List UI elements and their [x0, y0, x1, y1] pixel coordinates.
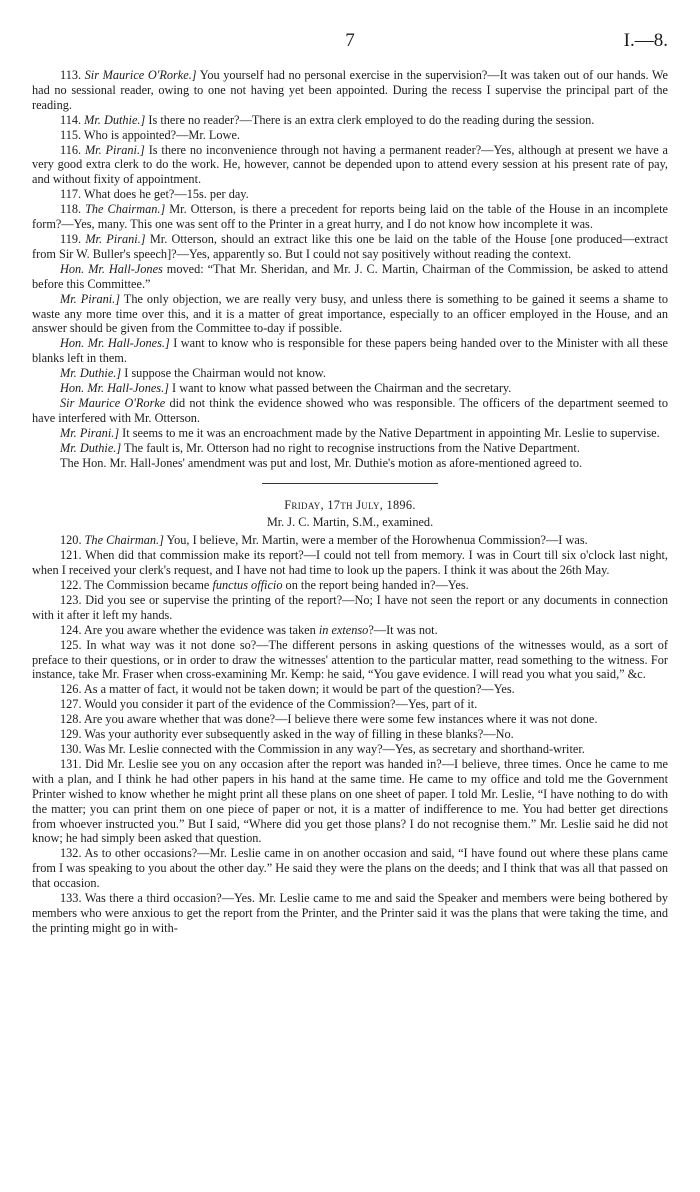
paragraph: Mr. Duthie.] I suppose the Chairman would not know. — [60, 366, 326, 381]
paragraph: Mr. Pirani.] The only objection, we are really very busy, and unless there is something to be gained it seems a shame to waste any more time over this, and it is a matter of great importance, especially to an officer employed in the House, and an answer should be given from the Committee to-day if possible. — [32, 291, 668, 336]
paragraph: 119. Mr. Pirani.] Mr. Otterson, should an extract like this one be laid on the table of the House [one produced—extract from Sir W. Buller's speech]?—Yes, apparently so. But I could not say positively without reading the context. — [32, 231, 668, 261]
paragraph: 116. Mr. Pirani.] Is there no inconvenience through not having a permanent reader?—Yes, although at present we have a very good extra clerk to do the work. He, however, cannot be depended upon to attend every session at his present rate of pay, and without fixity of appointment. — [32, 142, 669, 187]
paragraph: 128. Are you aware whether that was done?—I believe there were some few instances where it was not done. — [60, 712, 598, 727]
page-number: 7 — [345, 30, 355, 51]
document-reference: I.—8. — [623, 30, 668, 51]
section-witness: Mr. J. C. Martin, S.M., examined. — [266, 515, 434, 530]
paragraph: 129. Was your authority ever subsequently asked in the way of filling in these blanks?—No. — [60, 727, 514, 742]
paragraph: 115. Who is appointed?—Mr. Lowe. — [60, 127, 240, 142]
paragraph: Sir Maurice O'Rorke did not think the evidence showed who was responsible. The officers of the department seemed to have interfered with Mr. Otterson. — [32, 395, 669, 425]
paragraph: 125. In what way was it not done so?—The different persons in asking questions of the witnesses would, as a sort of preface to their questions, or in order to draw the witnesses' attention to the particular matter, read something to the witness. For instance, take Mr. Fraser when cross-examining Mr. Kemp: he said, “You gave evidence. I will read you what you said,” &c. — [32, 637, 668, 682]
paragraph: Mr. Duthie.] The fault is, Mr. Otterson had no right to recognise instructions from the Native Department. — [60, 440, 580, 455]
paragraph: 114. Mr. Duthie.] Is there no reader?—There is an extra clerk employed to do the reading during the session. — [60, 112, 595, 127]
paragraph: 133. Was there a third occasion?—Yes. Mr. Leslie came to me and said the Speaker and members were being bothered by members who were anxious to get the report from the Printer, and the Printer said it was the plans that were taking the time, and the printing might go in with- — [32, 891, 668, 935]
paragraph: 126. As a matter of fact, it would not be taken down; it would be part of the question?—Yes. — [60, 682, 515, 697]
paragraph: 120. The Chairman.] You, I believe, Mr. Martin, were a member of the Horowhenua Commission?—I was. — [60, 533, 588, 548]
paragraph: Mr. Pirani.] It seems to me it was an encroachment made by the Native Department in appointing Mr. Leslie to supervise. — [60, 425, 660, 440]
section-divider — [262, 483, 438, 484]
paragraph: Hon. Mr. Hall-Jones moved: “That Mr. Sheridan, and Mr. J. C. Martin, Chairman of the Commission, be asked to attend before this Committee.” — [32, 261, 668, 291]
section-date: Friday, 17th July, 1896. — [284, 498, 416, 513]
paragraph: 123. Did you see or supervise the printing of the report?—No; I have not seen the report or any documents in connection with it after it left my hands. — [32, 592, 668, 622]
paragraph: 131. Did Mr. Leslie see you on any occasion after the report was handed in?—I believe, three times. Once he came to me with a plan, and I think he had other papers in his hand at the same time. He came to my office and told me the Government Printer wished to know whether he might print all these plans on one sheet of paper. I told Mr. Leslie, “I have nothing to do with the matter; you can print them on one piece of paper or not, it is a matter of indifference to me. You had better get directions from whoever instructed you.” But I said, “Where did you get those plans? I do not recognise them.” Mr. Leslie said he did not know; he had simply been asked that question. — [32, 756, 668, 846]
paragraph: 124. Are you aware whether the evidence was taken in extenso?—It was not. — [60, 622, 438, 637]
paragraph: 122. The Commission became functus officio on the report being handed in?—Yes. — [60, 578, 469, 592]
paragraph: 130. Was Mr. Leslie connected with the Commission in any way?—Yes, as secretary and shorthand-writer. — [60, 741, 585, 756]
paragraph: 117. What does he get?—15s. per day. — [60, 187, 249, 202]
paragraph: Hon. Mr. Hall-Jones.] I want to know who is responsible for these papers being handed over to the Minister with all these blanks left in them. — [32, 336, 668, 366]
paragraph: 132. As to other occasions?—Mr. Leslie came in on another occasion and said, “I have found out where these plans came from I was speaking to you about the other day.” He said they were the plans on the deeds; and I think that was all that passed on that occasion. — [32, 846, 668, 891]
paragraph: 121. When did that commission make its report?—I could not tell from memory. I was in Court till six o'clock last night, when I received your clerk's request, and I have not had time to look up the papers. I think it was about the 26th May. — [32, 548, 668, 578]
document-body — [32, 68, 668, 936]
paragraph: Hon. Mr. Hall-Jones.] I want to know what passed between the Chairman and the secretary. — [60, 381, 512, 396]
paragraph: 127. Would you consider it part of the evidence of the Commission?—Yes, part of it. — [60, 697, 478, 712]
page-header — [32, 30, 668, 60]
paragraph: 118. The Chairman.] Mr. Otterson, is there a precedent for reports being laid on the table of the House in an incomplete form?—Yes, many. This one was sent off to the Printer in a great hurry, and I do not know how incomplete it was. — [32, 202, 668, 232]
paragraph: 113. Sir Maurice O'Rorke.] You yourself had no personal exercise in the supervision?—It was taken out of our hands. We had no sessional reader, owing to one not having yet been appointed. During the recess I supervise the principal part of the reading. — [32, 68, 669, 112]
paragraph: The Hon. Mr. Hall-Jones' amendment was put and lost, Mr. Duthie's motion as afore-mentioned agreed to. — [60, 455, 583, 470]
